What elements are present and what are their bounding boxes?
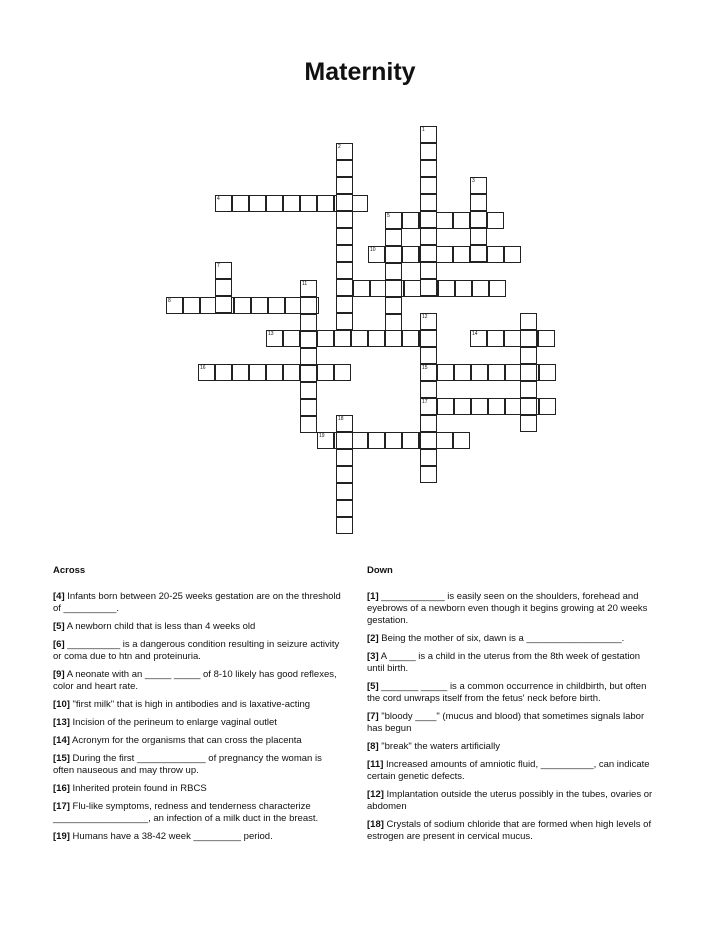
grid-number: 19 (319, 433, 325, 439)
grid-number: 3 (472, 178, 475, 184)
clue-number: [4] (53, 591, 65, 602)
across-clue (53, 801, 343, 825)
across-heading: Across (53, 565, 86, 576)
grid-cell[interactable] (402, 432, 419, 449)
grid-cell[interactable] (520, 313, 537, 330)
grid-cell[interactable] (488, 364, 505, 381)
grid-cell[interactable] (385, 280, 402, 297)
grid-cell[interactable] (385, 263, 402, 280)
grid-cell[interactable] (420, 347, 437, 364)
clue-text: "bloody ____" (mucus and blood) that sometimes signals labor has begun (367, 711, 645, 734)
clue-text: Being the mother of six, dawn is a __________________. (378, 633, 625, 644)
grid-cell[interactable] (539, 398, 556, 415)
grid-cell[interactable] (317, 195, 334, 212)
grid-cell[interactable] (420, 330, 437, 347)
grid-cell[interactable] (351, 195, 368, 212)
grid-cell[interactable] (420, 381, 437, 398)
grid-cell[interactable] (454, 364, 471, 381)
grid-cell[interactable] (472, 280, 489, 297)
grid-cell[interactable] (470, 330, 487, 347)
grid-cell[interactable] (453, 212, 470, 229)
grid-cell[interactable] (504, 246, 521, 263)
grid-number: 12 (422, 314, 428, 320)
down-clue (367, 633, 657, 645)
grid-cell[interactable] (455, 280, 472, 297)
down-clues (367, 565, 657, 849)
grid-cell[interactable] (198, 364, 215, 381)
grid-cell[interactable] (454, 398, 471, 415)
grid-cell[interactable] (470, 177, 487, 194)
clue-number: [16] (53, 783, 70, 794)
grid-cell[interactable] (520, 415, 537, 432)
grid-cell[interactable] (420, 211, 437, 228)
clue-text: Inherited protein found in RBCS (69, 783, 207, 794)
clue-number: [10] (53, 699, 70, 710)
grid-cell[interactable] (351, 432, 368, 449)
grid-cell[interactable] (336, 296, 353, 313)
grid-cell[interactable] (283, 364, 300, 381)
clue-number: [13] (53, 717, 70, 728)
grid-cell[interactable] (520, 330, 537, 347)
grid-cell[interactable] (402, 212, 419, 229)
clue-text: "first milk" that is high in antibodies and is laxative-acting (69, 699, 311, 710)
grid-cell[interactable] (504, 330, 521, 347)
grid-cell[interactable] (471, 364, 488, 381)
clue-text: _______ _____ is a common occurrence in childbirth, but often the cord unwraps itself from the fetus' neck before birth. (367, 681, 647, 704)
grid-cell[interactable] (488, 398, 505, 415)
grid-cell[interactable] (336, 313, 353, 330)
clue-number: [11] (367, 759, 384, 770)
grid-cell[interactable] (336, 466, 353, 483)
grid-cell[interactable] (385, 297, 402, 314)
grid-cell[interactable] (183, 297, 200, 314)
grid-cell[interactable] (336, 432, 353, 449)
grid-number: 2 (338, 144, 341, 150)
grid-cell[interactable] (268, 297, 285, 314)
grid-cell[interactable] (385, 246, 402, 263)
clue-text: Increased amounts of amniotic fluid, __________, can indicate certain genetic defects. (367, 759, 650, 782)
clue-number: [7] (367, 711, 379, 722)
clue-number: [14] (53, 735, 70, 746)
grid-cell[interactable] (487, 246, 504, 263)
grid-cell[interactable] (232, 195, 249, 212)
grid-cell[interactable] (385, 212, 402, 229)
grid-cell[interactable] (300, 280, 317, 297)
grid-cell[interactable] (300, 195, 317, 212)
grid-cell[interactable] (420, 228, 437, 245)
grid-cell[interactable] (470, 211, 487, 228)
grid-cell[interactable] (336, 177, 353, 194)
grid-number: 1 (422, 127, 425, 133)
grid-cell[interactable] (336, 279, 353, 296)
clue-number: [17] (53, 801, 70, 812)
grid-cell[interactable] (215, 279, 232, 296)
grid-cell[interactable] (336, 415, 353, 432)
grid-cell[interactable] (420, 143, 437, 160)
grid-cell[interactable] (538, 330, 555, 347)
grid-cell[interactable] (215, 195, 232, 212)
across-clue (53, 717, 343, 729)
grid-cell[interactable] (420, 466, 437, 483)
grid-cell[interactable] (215, 296, 232, 313)
grid-cell[interactable] (300, 348, 317, 365)
grid-cell[interactable] (487, 330, 504, 347)
grid-cell[interactable] (420, 279, 437, 296)
grid-cell[interactable] (251, 297, 268, 314)
grid-number: 10 (370, 247, 376, 253)
down-clue-list (367, 591, 657, 843)
grid-cell[interactable] (336, 449, 353, 466)
page-title: Maternity (304, 58, 416, 86)
clue-number: [6] (53, 639, 65, 650)
clue-text: A newborn child that is less than 4 weeks old (64, 621, 256, 632)
grid-cell[interactable] (420, 177, 437, 194)
grid-cell[interactable] (317, 330, 334, 347)
grid-cell[interactable] (336, 262, 353, 279)
clue-number: [2] (367, 633, 379, 644)
grid-cell[interactable] (453, 246, 470, 263)
grid-cell[interactable] (234, 297, 251, 314)
across-clues (53, 565, 343, 849)
grid-cell[interactable] (520, 398, 537, 415)
clue-text: During the first _____________ of pregnancy the woman is often nauseous and may throw up. (53, 753, 322, 776)
down-heading: Down (367, 565, 393, 576)
across-clue (53, 735, 343, 747)
grid-cell[interactable] (336, 483, 353, 500)
clue-number: [1] (367, 591, 379, 602)
grid-number: 18 (338, 416, 344, 422)
across-clue (53, 753, 343, 777)
grid-cell[interactable] (420, 160, 437, 177)
clue-number: [5] (367, 681, 379, 692)
grid-number: 14 (472, 331, 478, 337)
clue-number: [19] (53, 831, 70, 842)
grid-cell[interactable] (385, 432, 402, 449)
grid-number: 11 (302, 281, 308, 287)
grid-cell[interactable] (470, 245, 487, 262)
grid-cell[interactable] (283, 330, 300, 347)
grid-cell[interactable] (385, 229, 402, 246)
clue-text: Flu-like symptoms, redness and tenderness characterize __________________, an infection of a milk duct in the breast. (53, 801, 319, 824)
down-clue (367, 591, 657, 627)
grid-cell[interactable] (336, 245, 353, 262)
grid-cell[interactable] (336, 194, 353, 211)
grid-cell[interactable] (520, 381, 537, 398)
grid-cell[interactable] (453, 432, 470, 449)
down-clue (367, 759, 657, 783)
grid-cell[interactable] (402, 330, 419, 347)
grid-cell[interactable] (520, 364, 537, 381)
grid-cell[interactable] (300, 365, 317, 382)
grid-cell[interactable] (402, 246, 419, 263)
clue-number: [8] (367, 741, 379, 752)
grid-cell[interactable] (336, 228, 353, 245)
grid-cell[interactable] (368, 246, 385, 263)
grid-number: 17 (422, 399, 428, 405)
clue-text: Implantation outside the uterus possibly in the tubes, ovaries or abdomen (367, 789, 653, 812)
grid-cell[interactable] (436, 212, 453, 229)
grid-cell[interactable] (266, 364, 283, 381)
grid-cell[interactable] (215, 364, 232, 381)
grid-cell[interactable] (539, 364, 556, 381)
grid-cell[interactable] (420, 313, 437, 330)
down-clue (367, 819, 657, 843)
clue-text: Infants born between 20-25 weeks gestation are on the threshold of __________. (53, 591, 341, 614)
grid-cell[interactable] (334, 364, 351, 381)
grid-cell[interactable] (336, 500, 353, 517)
grid-number: 15 (422, 365, 428, 371)
down-clue (367, 651, 657, 675)
across-clue (53, 699, 343, 711)
clue-number: [12] (367, 789, 384, 800)
clue-text: Humans have a 38-42 week _________ period. (69, 831, 273, 842)
grid-cell[interactable] (420, 449, 437, 466)
grid-cell[interactable] (300, 297, 317, 314)
grid-cell[interactable] (300, 399, 317, 416)
grid-cell[interactable] (317, 364, 334, 381)
grid-cell[interactable] (300, 382, 317, 399)
across-clue (53, 669, 343, 693)
clue-text: Incision of the perineum to enlarge vaginal outlet (69, 717, 277, 728)
grid-cell[interactable] (470, 228, 487, 245)
grid-cell[interactable] (520, 347, 537, 364)
grid-cell[interactable] (336, 211, 353, 228)
grid-number: 8 (168, 298, 171, 304)
grid-cell[interactable] (353, 280, 370, 297)
grid-cell[interactable] (166, 297, 183, 314)
grid-cell[interactable] (336, 160, 353, 177)
clue-text: Crystals of sodium chloride that are formed when high levels of estrogen are present in cervical mucus. (367, 819, 652, 842)
across-clue (53, 621, 343, 633)
grid-cell[interactable] (266, 195, 283, 212)
grid-cell[interactable] (351, 330, 368, 347)
grid-cell[interactable] (266, 330, 283, 347)
down-clue (367, 681, 657, 705)
grid-cell[interactable] (249, 195, 266, 212)
grid-cell[interactable] (300, 416, 317, 433)
across-clue (53, 783, 343, 795)
clue-text: A neonate with an _____ _____ of 8-10 likely has good reflexes, color and heart rate. (53, 669, 337, 692)
clue-number: [3] (367, 651, 379, 662)
grid-cell[interactable] (385, 314, 402, 331)
down-clue (367, 741, 657, 753)
grid-cell[interactable] (232, 364, 249, 381)
grid-cell[interactable] (317, 432, 334, 449)
across-clue (53, 591, 343, 615)
across-clue (53, 639, 343, 663)
grid-cell[interactable] (420, 245, 437, 262)
grid-cell[interactable] (438, 280, 455, 297)
across-clue-list (53, 591, 343, 843)
grid-cell[interactable] (336, 143, 353, 160)
down-clue (367, 789, 657, 813)
grid-cell[interactable] (283, 195, 300, 212)
down-clue (367, 711, 657, 735)
clue-text: "break" the waters artificially (378, 741, 500, 752)
grid-cell[interactable] (420, 194, 437, 211)
grid-cell[interactable] (420, 262, 437, 279)
grid-cell[interactable] (215, 262, 232, 279)
grid-cell[interactable] (368, 432, 385, 449)
grid-number: 4 (217, 196, 220, 202)
grid-cell[interactable] (487, 212, 504, 229)
grid-cell[interactable] (437, 398, 454, 415)
clue-number: [18] (367, 819, 384, 830)
grid-cell[interactable] (300, 331, 317, 348)
across-clue (53, 831, 343, 843)
grid-cell[interactable] (420, 364, 437, 381)
grid-cell[interactable] (470, 194, 487, 211)
grid-cell[interactable] (489, 280, 506, 297)
grid-cell[interactable] (385, 330, 402, 347)
grid-cell[interactable] (249, 364, 266, 381)
clue-text: A _____ is a child in the uterus from the 8th week of gestation until birth. (367, 651, 641, 674)
grid-cell[interactable] (404, 280, 421, 297)
grid-cell[interactable] (436, 246, 453, 263)
clue-number: [5] (53, 621, 65, 632)
clue-number: [15] (53, 753, 70, 764)
grid-cell[interactable] (420, 432, 437, 449)
clue-text: __________ is a dangerous condition resulting in seizure activity or coma due to htn and proteinuria. (53, 639, 340, 662)
grid-cell[interactable] (471, 398, 488, 415)
grid-cell[interactable] (334, 330, 351, 347)
grid-cell[interactable] (420, 415, 437, 432)
grid-number: 5 (387, 213, 390, 219)
grid-cell[interactable] (368, 330, 385, 347)
grid-cell[interactable] (420, 398, 437, 415)
grid-number: 16 (200, 365, 206, 371)
clue-number: [9] (53, 669, 65, 680)
clue-text: ____________ is easily seen on the shoulders, forehead and eyebrows of a newborn even though it begins growing at 20 weeks gestation. (367, 591, 648, 626)
grid-cell[interactable] (420, 126, 437, 143)
grid-number: 13 (268, 331, 274, 337)
grid-cell[interactable] (437, 364, 454, 381)
grid-number: 7 (217, 263, 220, 269)
clue-text: Acronym for the organisms that can cross the placenta (69, 735, 302, 746)
grid-cell[interactable] (300, 314, 317, 331)
grid-cell[interactable] (436, 432, 453, 449)
grid-cell[interactable] (336, 517, 353, 534)
